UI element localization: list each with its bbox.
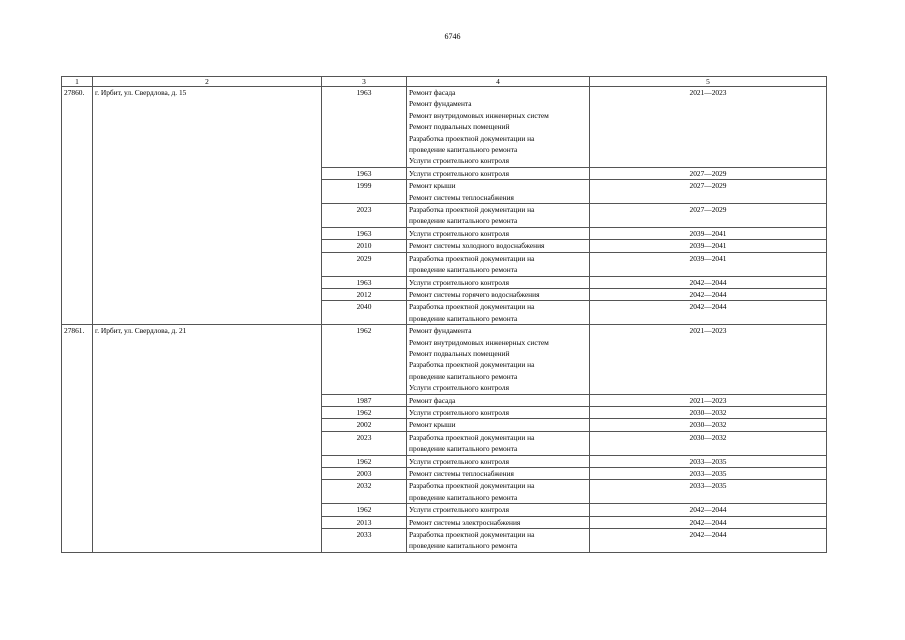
work-type-cell [407,419,590,431]
work-type-line: проведение капитального ремонта [409,313,518,323]
work-type-line: Услуги строительного контроля [409,456,509,466]
work-type-line: Ремонт фундамента [409,326,472,336]
page-number: 6746 [444,32,461,41]
work-type-cell [407,516,590,528]
year-cell: 2040 [322,301,407,325]
work-type-line: проведение капитального ремонта [409,145,518,155]
period-cell: 2042—2044 [590,504,827,516]
work-type-line: Ремонт системы холодного водоснабжения [409,241,545,251]
work-type-cell [407,87,590,168]
work-type-cell [407,204,590,228]
work-type-cell [407,394,590,406]
work-type-cell [407,252,590,276]
period-cell: 2042—2044 [590,288,827,300]
period-cell: 2030—2032 [590,419,827,431]
period-cell: 2027—2029 [590,180,827,204]
object-number: 27861. [62,325,93,553]
work-type-line: Разработка проектной документации на [409,253,535,263]
work-type-line: проведение капитального ремонта [409,265,518,275]
period-cell: 2021—2023 [590,87,827,168]
work-type-cell [407,180,590,204]
year-cell: 2002 [322,419,407,431]
work-type-line: Ремонт подвальных помещений [409,122,510,132]
work-type-line: Ремонт системы горячего водоснабжения [409,289,540,299]
work-type-cell [407,529,590,553]
column-header-5: 5 [590,77,827,87]
period-cell: 2033—2035 [590,468,827,480]
year-cell: 1962 [322,504,407,516]
work-type-cell [407,276,590,288]
work-type-line: Ремонт фундамента [409,99,472,109]
work-type-line: Ремонт системы теплоснабжения [409,192,514,202]
year-cell: 2023 [322,204,407,228]
work-type-line: Разработка проектной документации на [409,481,535,491]
work-type-line: Ремонт внутридомовых инженерных систем [409,337,549,347]
year-cell: 2013 [322,516,407,528]
object-address: г. Ирбит, ул. Свердлова, д. 21 [93,325,322,553]
work-type-line: Услуги строительного контроля [409,228,509,238]
year-cell: 1962 [322,406,407,418]
year-cell: 1963 [322,167,407,179]
work-type-line: Разработка проектной документации на [409,530,535,540]
work-type-line: Услуги строительного контроля [409,407,509,417]
work-type-line: Услуги строительного контроля [409,383,509,393]
table-row [62,87,827,168]
year-cell: 1963 [322,87,407,168]
period-cell: 2027—2029 [590,204,827,228]
work-type-line: Ремонт подвальных помещений [409,348,510,358]
work-type-cell [407,167,590,179]
work-type-line: Ремонт системы электроснабжения [409,517,521,527]
period-cell: 2039—2041 [590,227,827,239]
work-type-line: проведение капитального ремонта [409,216,518,226]
work-type-line: проведение капитального ремонта [409,371,518,381]
work-type-cell [407,431,590,455]
work-type-line: Услуги строительного контроля [409,277,509,287]
period-cell: 2033—2035 [590,455,827,467]
period-cell: 2042—2044 [590,516,827,528]
work-type-cell [407,468,590,480]
work-type-line: Ремонт фасада [409,88,456,97]
period-cell: 2027—2029 [590,167,827,179]
period-cell: 2021—2023 [590,394,827,406]
work-type-line: Услуги строительного контроля [409,505,509,515]
work-type-line: проведение капитального ремонта [409,541,518,551]
period-cell: 2030—2032 [590,406,827,418]
year-cell: 1962 [322,455,407,467]
work-type-cell [407,227,590,239]
year-cell: 2033 [322,529,407,553]
table-body [62,87,827,553]
repair-schedule-table [61,76,827,553]
work-type-cell [407,288,590,300]
work-type-cell [407,480,590,504]
work-type-line: Разработка проектной документации на [409,360,535,370]
work-type-line: Разработка проектной документации на [409,205,535,215]
work-type-line: проведение капитального ремонта [409,492,518,502]
year-cell: 2012 [322,288,407,300]
work-type-line: проведение капитального ремонта [409,444,518,454]
work-type-line: Услуги строительного контроля [409,156,509,166]
work-type-line: Разработка проектной документации на [409,302,535,312]
column-header-2: 2 [93,77,322,87]
work-type-cell [407,455,590,467]
year-cell: 1987 [322,394,407,406]
year-cell: 1963 [322,227,407,239]
object-number: 27860. [62,87,93,325]
table-header-row [62,77,827,87]
work-type-line: Разработка проектной документации на [409,432,535,442]
table-row [62,325,827,394]
work-type-line: Разработка проектной документации на [409,133,535,143]
period-cell: 2033—2035 [590,480,827,504]
year-cell: 1962 [322,325,407,394]
work-type-cell [407,504,590,516]
column-header-1: 1 [62,77,93,87]
year-cell: 2023 [322,431,407,455]
year-cell: 1999 [322,180,407,204]
work-type-line: Ремонт внутридомовых инженерных систем [409,110,549,120]
column-header-4: 4 [407,77,590,87]
period-cell: 2042—2044 [590,276,827,288]
column-header-3: 3 [322,77,407,87]
period-cell: 2042—2044 [590,301,827,325]
year-cell: 2032 [322,480,407,504]
work-type-cell [407,240,590,252]
work-type-cell [407,301,590,325]
period-cell: 2030—2032 [590,431,827,455]
work-type-line: Ремонт системы теплоснабжения [409,469,514,478]
year-cell: 2010 [322,240,407,252]
period-cell: 2039—2041 [590,252,827,276]
work-type-cell [407,325,590,394]
work-type-line: Услуги строительного контроля [409,168,509,178]
work-type-line: Ремонт крыши [409,420,456,430]
year-cell: 2003 [322,468,407,480]
work-type-cell [407,406,590,418]
year-cell: 2029 [322,252,407,276]
period-cell: 2021—2023 [590,325,827,394]
work-type-line: Ремонт крыши [409,181,456,191]
year-cell: 1963 [322,276,407,288]
work-type-line: Ремонт фасада [409,395,456,405]
period-cell: 2042—2044 [590,529,827,553]
period-cell: 2039—2041 [590,240,827,252]
object-address: г. Ирбит, ул. Свердлова, д. 15 [93,87,322,325]
